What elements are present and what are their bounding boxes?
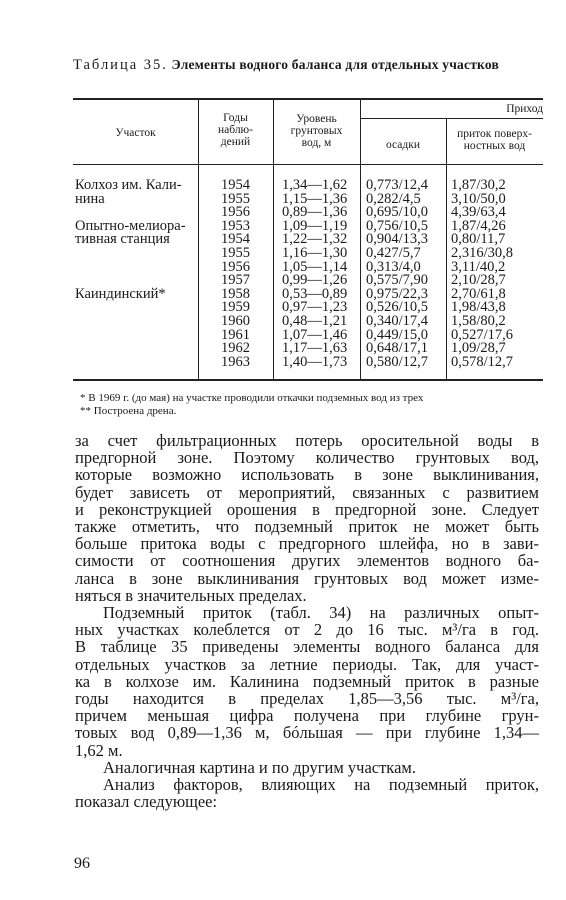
table-cell: 0,578/12,7 [451, 353, 514, 370]
table-cell: 1,22—1,32 [282, 231, 348, 248]
table-cell: 0,89—1,36 [282, 204, 348, 221]
table-cell: 1955 [221, 190, 250, 207]
table-cell: 0,282/4,5 [366, 190, 421, 207]
column-site [75, 179, 197, 301]
text-line: показал следующее: [75, 792, 218, 812]
text-line: В таблице 35 приведены элементы водного баланса для [75, 637, 539, 657]
table-cell: 1,87/30,2 [451, 177, 506, 193]
table-cell: 0,580/12,7 [366, 353, 429, 370]
table-cell: 1,40—1,73 [282, 353, 348, 370]
table-cell: 0,648/17,1 [366, 340, 429, 357]
text-line: Анализ факторов, влияющих на подземный приток, [103, 775, 539, 795]
column-surface-inflow [451, 179, 543, 369]
table-header-bottom-rule [73, 164, 543, 165]
text-line: будет зависеть от мероприятий, связанных с развитием [75, 482, 539, 502]
table-cell: 0,313/4,0 [366, 258, 421, 275]
text-line: и реконструкцией орошения в предгорной зоне. Следует [75, 499, 539, 519]
table-cell: 1963 [221, 353, 250, 370]
text-line: предгорной зоне. Поэтому количество грунтовых вод, [75, 448, 539, 468]
header-pritok: приток поверх- ностных вод [457, 128, 532, 152]
footnote-1: * В 1969 г. (до мая) на участке проводили откачки подземных вод из трех [80, 392, 424, 404]
table-cell [75, 247, 197, 261]
text-line: годы находится в пределах 1,85—3,56 тыс. м³/га, [75, 689, 539, 709]
table-cell [75, 261, 197, 275]
table-cell: 1962 [221, 340, 250, 357]
text-line: которые возможно использовать в зоне выклинивания, [75, 465, 539, 485]
table-vline-4 [446, 118, 447, 380]
text-line: 1,62 м. [75, 740, 123, 760]
table-cell: тивная станция [75, 231, 170, 248]
table-cell: 2,316/30,8 [451, 244, 514, 261]
table-cell: 1958 [221, 285, 250, 302]
table-income-rule [360, 118, 543, 119]
header-level: Уровень грунтовых вод, м [290, 113, 343, 149]
table-cell: 2,10/28,7 [451, 272, 506, 289]
text-line: за счет фильтрационных потерь оросительной воды в [75, 431, 539, 450]
table-cell: 0,340/17,4 [366, 312, 429, 329]
table-cell: 1,17—1,63 [282, 340, 348, 357]
table-cell: 1,98/43,8 [451, 299, 506, 316]
table-cell: Опытно-мелиора- [75, 217, 186, 234]
table-cell: 0,526/10,5 [366, 299, 429, 316]
table-cell: 1957 [221, 272, 250, 289]
table-cell: 4,39/63,4 [451, 204, 506, 221]
table-cell: 1,07—1,46 [282, 326, 348, 343]
table-cell: 0,53—0,89 [282, 285, 348, 302]
table-cell: 1961 [221, 326, 250, 343]
text-line: Аналогичная картина и по другим участкам. [103, 757, 416, 777]
table-cell: 1,87/4,26 [451, 217, 506, 234]
table-cell: 1,34—1,62 [282, 177, 348, 193]
table-cell: 0,449/15,0 [366, 326, 429, 343]
column-groundwater-level [282, 179, 360, 369]
table-cell: 0,48—1,21 [282, 312, 348, 329]
table-cell: 0,575/7,90 [366, 272, 429, 289]
table-caption [73, 56, 543, 74]
table-cell: Колхоз им. Кали- [75, 177, 182, 193]
column-years [198, 179, 273, 369]
table-cell: 1,05—1,14 [282, 258, 348, 275]
table-caption-label: Таблица 35. [73, 57, 168, 73]
text-line: товых вод 0,89—1,36 м, бóльшая — при глубине 1,34— [75, 723, 539, 743]
text-line: больше притока воды с предгорного шлейфа, но в зави- [75, 534, 539, 554]
table-cell: 0,975/22,3 [366, 285, 429, 302]
table-cell: 1954 [221, 231, 250, 248]
table-cell: 0,80/11,7 [451, 231, 506, 248]
table-cell: 1956 [221, 258, 250, 275]
text-line: Подземный приток (табл. 34) на различных опыт- [103, 603, 539, 623]
header-income: Приход [506, 103, 543, 115]
table-cell: 1,16—1,30 [282, 244, 348, 261]
footnote-2: ** Построена дрена. [80, 405, 177, 417]
text-line: ланса в зоне выклинивания грунтовых вод может изме- [75, 568, 539, 588]
table-cell: 2,70/61,8 [451, 285, 506, 302]
header-site: Участок [115, 127, 156, 139]
table-cell: 1,58/80,2 [451, 312, 506, 329]
table-cell: 0,527/17,6 [451, 326, 514, 343]
page-number: 96 [74, 855, 90, 872]
table-cell: 1959 [221, 299, 250, 316]
table-cell: Каиндинский* [75, 285, 166, 302]
table-cell: 1960 [221, 312, 250, 329]
table-cell: нина [75, 190, 105, 207]
body-text [75, 432, 539, 810]
table-cell: 0,427/5,7 [366, 244, 421, 261]
table-cell: 1,09/28,7 [451, 340, 506, 357]
table-cell: 0,773/12,4 [366, 177, 429, 193]
table-cell: 1954 [221, 177, 250, 193]
table-top-rule [73, 98, 543, 100]
column-precipitation [366, 179, 446, 369]
header-years: Годы наблю- дений [218, 112, 253, 148]
table-cell: 3,11/40,2 [451, 258, 506, 275]
table-cell: 1955 [221, 244, 250, 261]
table-cell: 0,695/10,0 [366, 204, 429, 221]
table-cell: 0,756/10,5 [366, 217, 429, 234]
table-cell: 1,09—1,19 [282, 217, 348, 234]
table-cell: 3,10/50,0 [451, 190, 506, 207]
table-bottom-rule [73, 379, 543, 381]
table-cell: 1953 [221, 217, 250, 234]
table-cell: 0,99—1,26 [282, 272, 348, 289]
table-caption-title: Элементы водного баланса для отдельных участков [171, 57, 499, 72]
header-osadki: осадки [386, 139, 420, 151]
text-line: няться в значительных пределах. [75, 585, 307, 605]
table-cell: 1956 [221, 204, 250, 221]
text-line: симости от соотношения других элементов водного ба- [75, 551, 539, 571]
table-cell: 1,15—1,36 [282, 190, 348, 207]
text-line: отдельных участков за летние периоды. Так, для участ- [75, 654, 539, 674]
table-cell: 0,97—1,23 [282, 299, 348, 316]
text-line: ка в колхозе им. Калинина подземный приток в разные [75, 671, 539, 691]
text-line: также отметить, что подземный приток не может быть [75, 517, 539, 537]
text-line: ных участках колеблется от 2 до 16 тыс. м³/га в год. [75, 620, 539, 640]
text-line: причем меньшая цифра получена при глубине грун- [75, 706, 539, 726]
table-cell: 0,904/13,3 [366, 231, 429, 248]
table-footnotes [80, 392, 550, 418]
